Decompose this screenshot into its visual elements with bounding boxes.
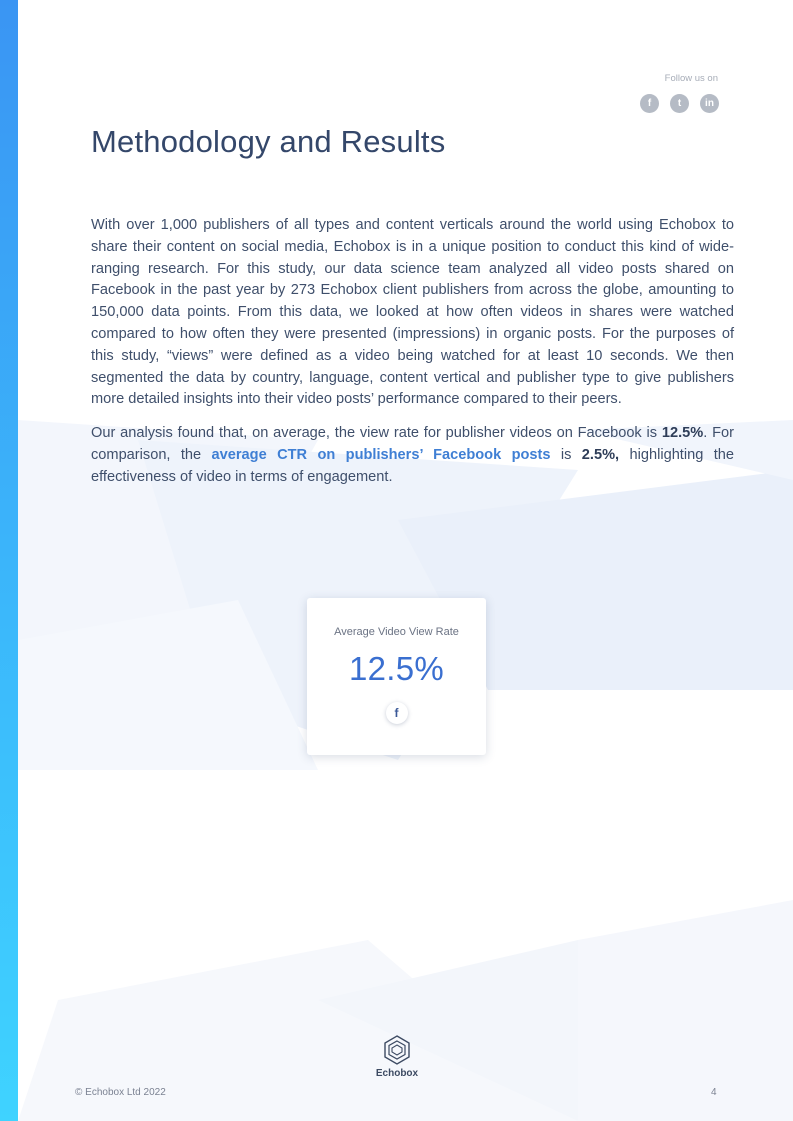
view-rate-value: 12.5% [661, 425, 704, 442]
body-text [91, 215, 734, 501]
ctr-value: 2.5%, [581, 446, 620, 463]
stat-card-value: 12.5% [348, 650, 445, 687]
copyright: © Echobox Ltd 2022 [75, 1087, 166, 1098]
linkedin-icon[interactable]: in [700, 94, 719, 113]
twitter-icon[interactable]: t [670, 94, 689, 113]
paragraph-results: Our analysis found that, on average, the view rate for publisher videos on Facebook is 12.5%. For comparison, the average CTR on publishers’ Facebook posts is 2.5%, highlighting the effectiveness of video in terms of engagement. [91, 425, 735, 485]
facebook-icon[interactable]: f [640, 94, 659, 113]
facebook-icon: f [386, 702, 408, 724]
page-number: 4 [711, 1087, 717, 1098]
stat-card-label: Average Video View Rate [334, 626, 459, 638]
background-polygons [18, 0, 793, 1121]
logo-text: Echobox [375, 1068, 419, 1079]
echobox-logo-icon [380, 1034, 414, 1071]
stat-card [307, 598, 486, 755]
page-title: Methodology and Results [91, 124, 446, 159]
follow-us-label: Follow us on [664, 73, 718, 84]
paragraph-methodology: With over 1,000 publishers of all types and content verticals around the world using Echobox to share their content on social media, Echobox is in a unique position to conduct this kind of wide-ranging research. For this study, our data science team analyzed all video posts shared on Facebook in the past year by 273 Echobox client publishers from across the globe, amounting to 150,000 data points. From this data, we looked at how often videos in shares were watched compared to how often they were presented (impressions) in organic posts. For the purposes of this study, “views” were defined as a video being watched for at least 10 seconds. We then segmented the data by country, language, content vertical and publisher type to give publishers more detailed insights into their video posts’ performance compared to their peers. [91, 217, 734, 408]
accent-sidebar [0, 0, 18, 1121]
ctr-link[interactable]: average CTR on publishers’ Facebook posts [211, 446, 551, 463]
social-links [640, 94, 719, 113]
